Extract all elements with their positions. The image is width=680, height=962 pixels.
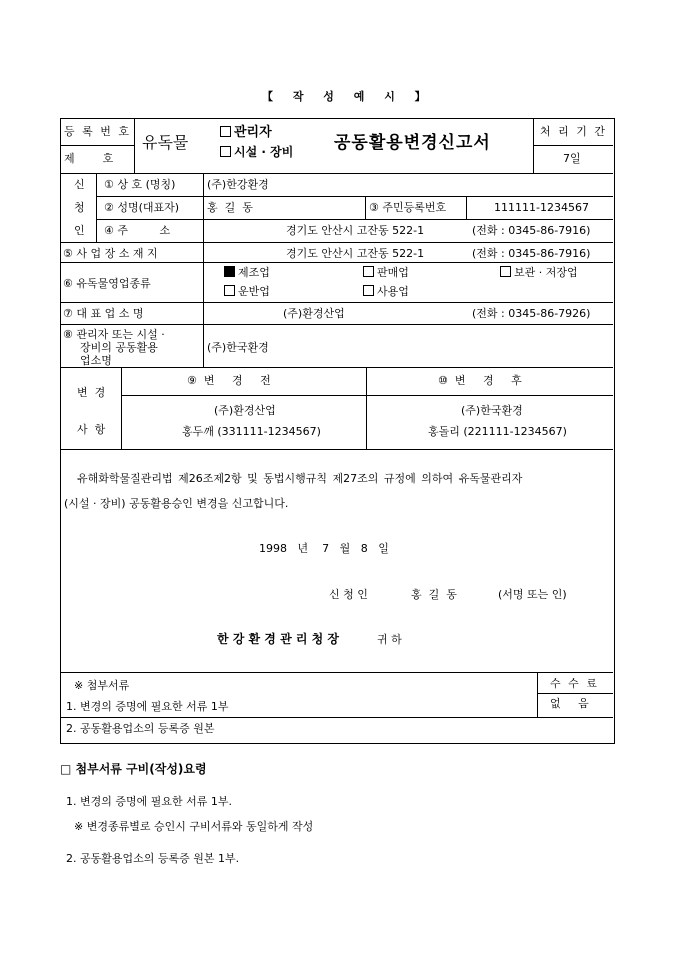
representative-site-label: ⑦ 대 표 업 소 명: [63, 307, 144, 320]
shared-site-label-2: 장비의 공동활용: [80, 341, 158, 354]
before-company-field[interactable]: (주)환경산업: [214, 404, 276, 417]
before-person-field[interactable]: 홍두깨 (331111-1234567): [182, 425, 321, 438]
attachment-item: 2. 공동활용업소의 등록증 원본: [66, 722, 215, 735]
day-field[interactable]: 8: [360, 542, 368, 555]
after-company-field[interactable]: (주)한국환경: [461, 404, 523, 417]
business-type-option-manufacturing[interactable]: 제조업: [224, 266, 270, 278]
shared-site-field[interactable]: (주)한국환경: [207, 341, 269, 354]
addressee: 한 강 환 경 관 리 청 장: [217, 632, 339, 646]
fee-label: 수 수 료: [550, 677, 599, 690]
attachments-title: ※ 첨부서류: [74, 679, 130, 692]
substance-label: 유독물: [142, 133, 189, 152]
checkbox-icon: [220, 146, 231, 157]
business-type-label: ⑥ 유독물영업종류: [63, 277, 151, 290]
address-phone[interactable]: (전화 : 0345-86-7916): [472, 224, 591, 237]
applicant-side-3: 인: [74, 224, 85, 237]
date-line: 1998 년 7 월 8 일: [259, 542, 389, 555]
month-field[interactable]: 7: [322, 542, 330, 555]
representative-site-phone[interactable]: (전화 : 0345-86-7926): [472, 307, 591, 320]
business-location-field[interactable]: 경기도 안산시 고잔동 522-1: [286, 247, 425, 260]
company-field[interactable]: (주)한강환경: [207, 178, 269, 191]
checkbox-checked-icon: [224, 266, 235, 277]
business-type-option-sales[interactable]: 판매업: [363, 266, 409, 278]
rrn-field[interactable]: 111111-1234567: [494, 201, 589, 214]
year-field[interactable]: 1998: [259, 542, 287, 555]
checkbox-icon: [220, 126, 231, 137]
business-location-label: ⑤ 사 업 장 소 재 지: [63, 247, 158, 260]
checkbox-icon: [363, 285, 374, 296]
shared-site-label-3: 업소명: [80, 354, 112, 367]
declaration-text-2: (시설 · 장비) 공동활용승인 변경을 신고합니다.: [64, 497, 289, 510]
checkbox-icon: [224, 285, 235, 296]
declaration-text-1: 유해화학물질관리법 제26조제2항 및 동법시행규칙 제27조의 규정에 의하여 유독물관리자: [77, 472, 523, 485]
fee-value: 없 음: [550, 697, 589, 710]
after-person-field[interactable]: 홍돌리 (221111-1234567): [428, 425, 567, 438]
company-label: ① 상 호 (명칭): [104, 178, 176, 191]
signature-note: (서명 또는 인): [498, 588, 567, 601]
checkbox-icon: [363, 266, 374, 277]
processing-period-label: 처 리 기 간: [540, 125, 607, 138]
receipt-label: 제 호: [64, 152, 114, 165]
address-field[interactable]: 경기도 안산시 고잔동 522-1: [286, 224, 425, 237]
example-label: 【 작 성 예 시 】: [262, 90, 429, 103]
change-after-label: ⑩ 변 경 후: [438, 374, 522, 387]
name-field[interactable]: 홍 길 동: [207, 201, 253, 214]
checkbox-manager[interactable]: 관리자: [220, 126, 272, 139]
reg-no-label: 등 록 번 호: [64, 125, 131, 138]
change-side-1: 변 경: [77, 386, 106, 399]
guide-line-1: 1. 변경의 증명에 필요한 서류 1부.: [66, 795, 232, 808]
processing-period-value: 7일: [563, 152, 581, 165]
shared-site-label-1: ⑧ 관리자 또는 시설 ·: [63, 328, 165, 341]
applicant-signature-label: 신 청 인: [329, 588, 368, 601]
representative-site-field[interactable]: (주)환경산업: [283, 307, 345, 320]
business-type-option-use[interactable]: 사용업: [363, 285, 409, 297]
page-title: 공동활용변경신고서: [334, 133, 491, 153]
change-before-label: ⑨ 변 경 전: [187, 374, 271, 387]
change-side-2: 사 항: [77, 423, 106, 436]
guide-line-3: 2. 공동활용업소의 등록증 원본 1부.: [66, 852, 240, 865]
business-type-option-transport[interactable]: 운반업: [224, 285, 270, 297]
attachment-item: 1. 변경의 증명에 필요한 서류 1부: [66, 700, 229, 713]
guide-title: □ 첨부서류 구비(작성)요령: [60, 762, 207, 776]
checkbox-icon: [500, 266, 511, 277]
name-label: ② 성명(대표자): [104, 201, 180, 214]
business-location-phone[interactable]: (전화 : 0345-86-7916): [472, 247, 591, 260]
guide-line-2: ※ 변경종류별로 승인시 구비서류와 동일하게 작성: [74, 820, 314, 833]
addressee-suffix: 귀 하: [377, 633, 402, 646]
applicant-side-2: 청: [74, 201, 85, 214]
rrn-label: ③ 주민등록번호: [369, 201, 447, 214]
applicant-signature-name[interactable]: 홍 길 동: [411, 588, 457, 601]
checkbox-facility[interactable]: 시설 · 장비: [220, 146, 293, 158]
business-type-option-storage[interactable]: 보관 · 저장업: [500, 266, 578, 278]
address-label: ④ 주 소: [104, 224, 171, 237]
applicant-side-1: 신: [74, 178, 85, 191]
